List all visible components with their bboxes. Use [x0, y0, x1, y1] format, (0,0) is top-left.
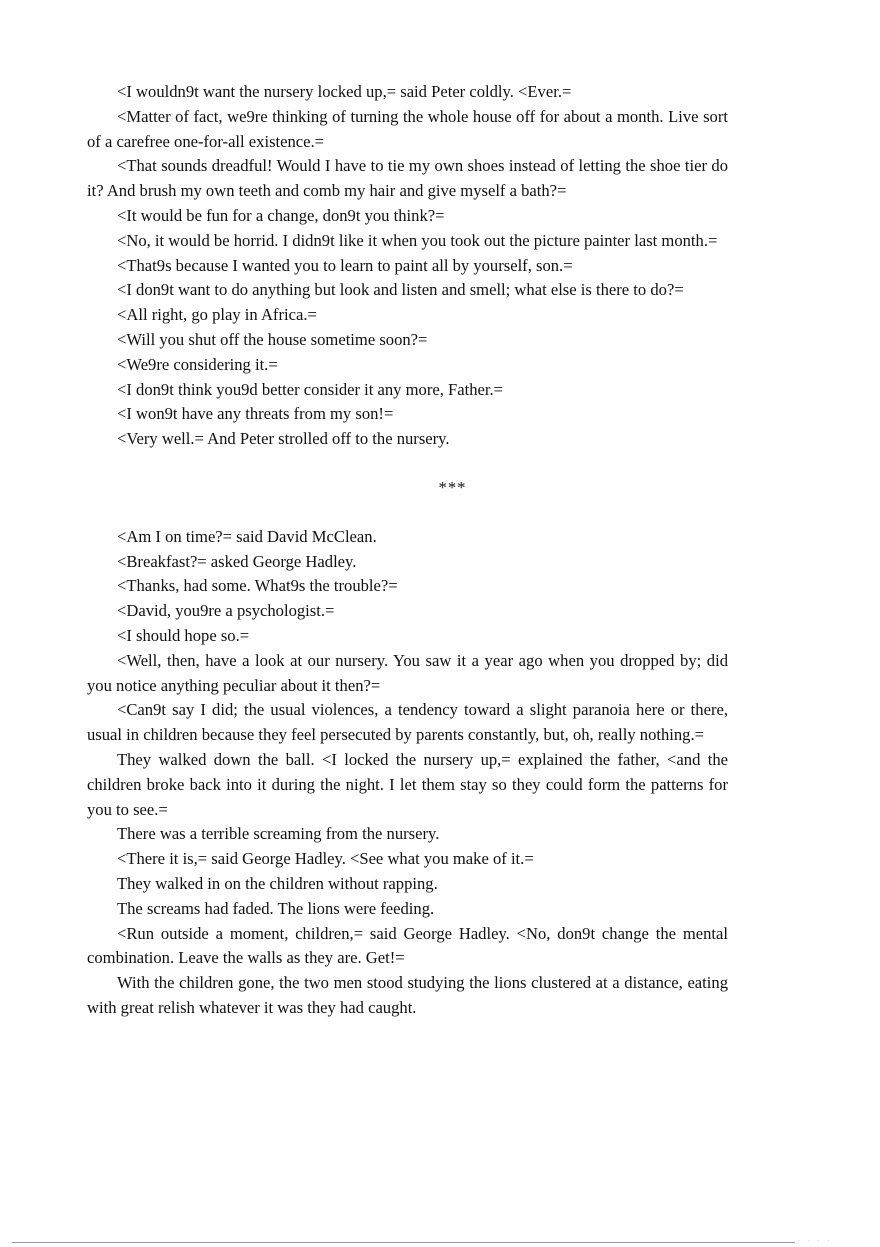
paragraph: <I wouldn9t want the nursery locked up,= said Peter coldly. <Ever.=	[117, 82, 572, 101]
section-bottom	[87, 525, 728, 1021]
footer-rule	[12, 1242, 795, 1243]
paragraph: With the children gone, the two men stood studying the lions clustered at a distance, eating with great relish whatever it was they had caught.	[87, 973, 728, 1017]
paragraph: <Run outside a moment, children,= said George Hadley. <No, don9t change the mental combination. Leave the walls as they are. Get!=	[87, 923, 728, 968]
paragraph: <Matter of fact, we9re thinking of turning the whole house off for about a month. Live sort of a carefree one-for-all existence.=	[87, 106, 728, 151]
paragraph: <Well, then, have a look at our nursery. You saw it a year ago when you dropped by; did you notice anything peculiar about it then?=	[87, 650, 728, 695]
paragraph: <All right, go play in Africa.=	[117, 305, 317, 325]
paragraph: <David, you9re a psychologist.=	[117, 601, 335, 621]
paragraph: <Very well.= And Peter strolled off to the nursery.	[117, 429, 450, 449]
paragraph: <I should hope so.=	[117, 625, 250, 645]
paragraph: <That9s because I wanted you to learn to paint all by yourself, son.=	[117, 255, 573, 275]
paragraph: <Thanks, had some. What9s the trouble?=	[117, 576, 398, 596]
paragraph: <Breakfast?= asked George Hadley.	[117, 551, 357, 571]
paragraph: There was a terrible screaming from the nursery.	[117, 824, 440, 844]
paragraph: They walked in on the children without rapping.	[117, 873, 438, 893]
paragraph: <I don9t think you9d better consider it any more, Father.=	[117, 379, 504, 399]
paragraph: <We9re considering it.=	[117, 354, 278, 374]
paragraph: <That sounds dreadful! Would I have to tie my own shoes instead of letting the shoe tier do it? And brush my own teeth and comb my hair and give myself a bath?=	[87, 156, 728, 201]
paragraph: <It would be fun for a change, don9t you think?=	[117, 205, 445, 225]
paragraph: <Am I on time?= said David McClean.	[117, 526, 377, 546]
paragraph: <I won9t have any threats from my son!=	[117, 404, 394, 424]
section-top	[87, 80, 728, 452]
document-body	[87, 80, 728, 1021]
paragraph: They walked down the ball. <I locked the nursery up,= explained the father, <and the children broke back into it during the night. I let them stay so they could form the patterns for you to see.=	[87, 749, 728, 819]
paragraph: <Can9t say I did; the usual violences, a tendency toward a slight paranoia here or there, usual in children because they feel persecuted by parents constantly, but, oh, really nothing.=	[87, 700, 728, 745]
paragraph: <No, it would be horrid. I didn9t like it when you took out the picture painter last month.=	[117, 230, 718, 250]
paragraph: <I don9t want to do anything but look and listen and smell; what else is there to do?=	[117, 280, 684, 300]
paragraph: The screams had faded. The lions were feeding.	[117, 898, 435, 918]
paragraph: <Will you shut off the house sometime soon?=	[117, 329, 428, 349]
paragraph: <There it is,= said George Hadley. <See what you make of it.=	[117, 849, 534, 869]
section-separator: ***	[438, 477, 467, 497]
footer-marks: · · · ·	[798, 1238, 833, 1245]
